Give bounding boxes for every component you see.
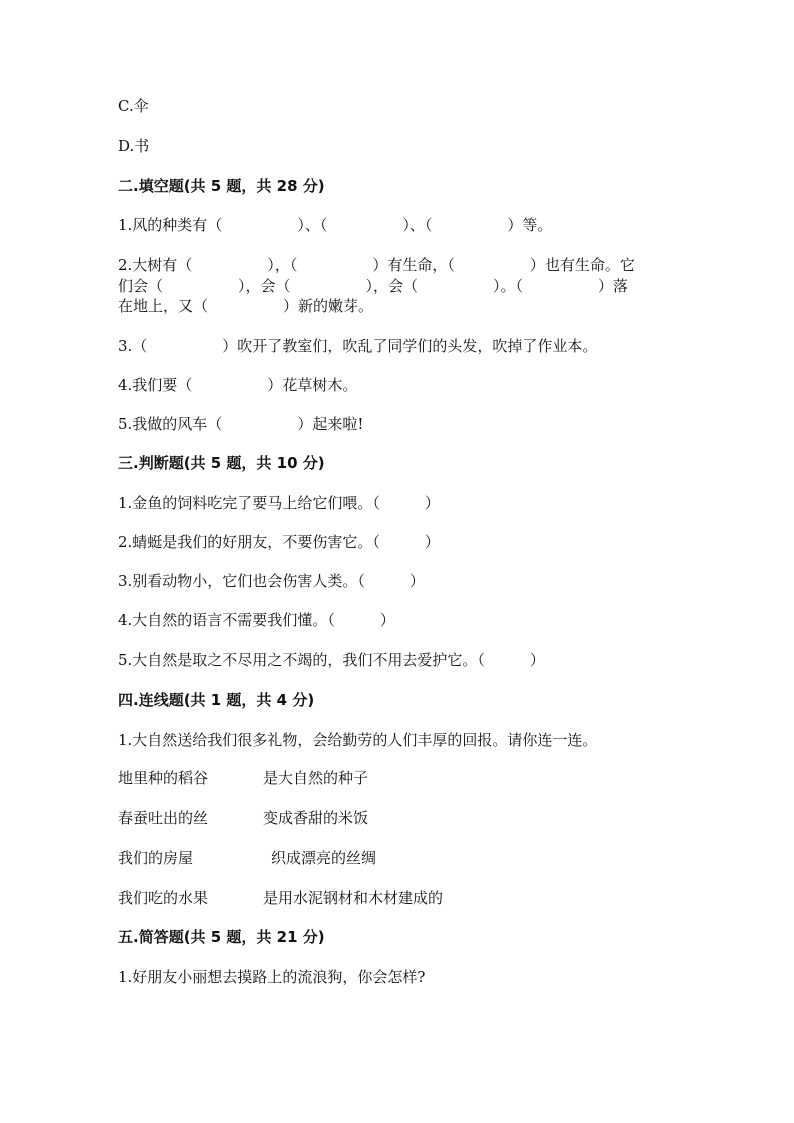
match-left-item-3: 我们的房屋 [118,849,194,867]
short-answer-question-1: 1.好朋友小丽想去摸路上的流浪狗，你会怎样? [118,968,426,986]
option-d: D.书 [118,137,150,155]
section-heading-short-answer: 五.简答题(共 5 题，共 21 分) [118,928,325,946]
true-false-question-3: 3.别看动物小，它们也会伤害人类。（ ） [118,572,425,590]
matching-question-1: 1.大自然送给我们很多礼物，会给勤劳的人们丰厚的回报。请你连一连。 [118,731,598,749]
fill-blank-question-2-line-1: 2.大树有（ ），（ ）有生命，（ ）也有生命。它 [118,256,635,274]
fill-blank-question-4: 4.我们要（ ）花草树木。 [118,376,358,394]
fill-blank-question-2-line-3: 在地上，又（ ）新的嫩芽。 [118,297,374,315]
match-right-item-4: 是用水泥钢材和木材建成的 [263,889,444,907]
section-heading-true-false: 三.判断题(共 5 题，共 10 分) [118,454,325,472]
match-left-item-1: 地里种的稻谷 [118,769,209,787]
fill-blank-question-1: 1.风的种类有（ ）、（ ）、（ ）等。 [118,216,553,234]
option-c: C.伞 [118,97,149,115]
section-heading-matching: 四.连线题(共 1 题，共 4 分) [118,691,315,709]
true-false-question-5: 5.大自然是取之不尽用之不竭的，我们不用去爱护它。（ ） [118,651,545,669]
match-right-item-2: 变成香甜的米饭 [263,809,369,827]
fill-blank-question-5: 5.我做的风车（ ）起来啦! [118,415,364,433]
true-false-question-1: 1.金鱼的饲料吃完了要马上给它们喂。（ ） [118,494,440,512]
true-false-question-4: 4.大自然的语言不需要我们懂。（ ） [118,611,395,629]
section-heading-fill-blank: 二.填空题(共 5 题，共 28 分) [118,177,325,195]
fill-blank-question-3: 3.（ ）吹开了教室们，吹乱了同学们的头发，吹掉了作业本。 [118,337,598,355]
fill-blank-question-2-line-2: 们会（ ），会（ ），会（ ）。（ ）落 [118,277,629,295]
match-right-item-3: 织成漂亮的丝绸 [271,849,377,867]
match-right-item-1: 是大自然的种子 [263,769,369,787]
true-false-question-2: 2.蜻蜓是我们的好朋友，不要伤害它。（ ） [118,533,440,551]
match-left-item-2: 春蚕吐出的丝 [118,809,209,827]
match-left-item-4: 我们吃的水果 [118,889,209,907]
